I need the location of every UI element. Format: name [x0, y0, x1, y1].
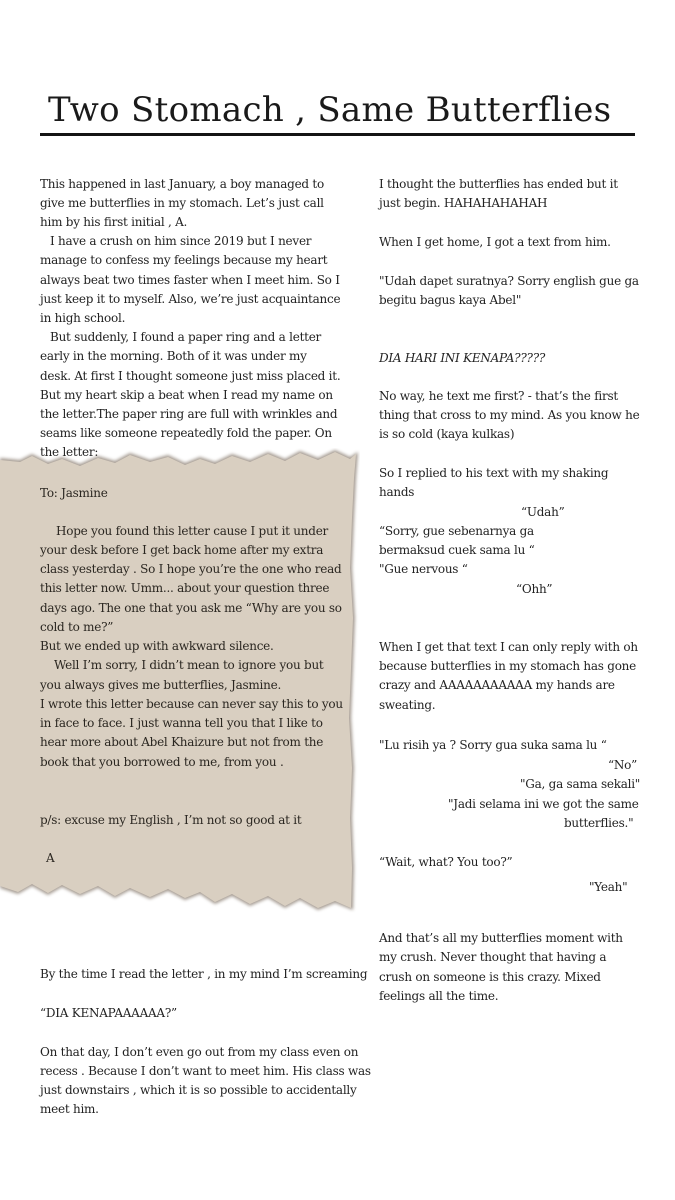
text-line: “No”	[608, 758, 637, 772]
letter-signature: A	[46, 851, 55, 865]
text-line: desk. At first I thought someone just miss placed it.	[40, 369, 341, 383]
text-line: him by his first initial , A.	[40, 215, 188, 229]
text-line: “Wait, what? You too?”	[379, 855, 513, 869]
text-line: my crush. Never thought that having a	[379, 950, 607, 964]
text-line: crush on someone is this crazy. Mixed	[379, 970, 601, 984]
article-title: Two Stomach , Same Butterflies	[48, 90, 612, 130]
text-line: “Udah”	[521, 505, 565, 519]
text-line: So I replied to his text with my shaking	[379, 466, 609, 480]
text-line: hands	[379, 485, 415, 499]
text-line: "Yeah"	[589, 880, 628, 894]
text-line: this letter now. Umm... about your question three	[40, 581, 330, 595]
letter-salutation: To: Jasmine	[40, 486, 108, 500]
text-line: I have a crush on him since 2019 but I never	[50, 234, 312, 248]
text-line: the letter:	[40, 445, 99, 459]
text-line: When I get home, I got a text from him.	[379, 235, 611, 249]
text-line: just downstairs , which it is so possible to accidentally	[40, 1083, 357, 1097]
text-line: just begin. HAHAHAHAHAH	[379, 196, 548, 210]
letter-postscript: p/s: excuse my English , I’m not so good at it	[40, 813, 302, 827]
text-line: "Gue nervous “	[379, 562, 468, 576]
text-line: recess . Because I don’t want to meet him. His class was	[40, 1064, 371, 1078]
text-line: meet him.	[40, 1102, 99, 1116]
text-line: early in the morning. Both of it was under my	[40, 349, 307, 363]
text-line: your desk before I get back home after my extra	[40, 543, 324, 557]
text-line: DIA HARI INI KENAPA?????	[379, 351, 546, 365]
text-line: Hope you found this letter cause I put it under	[56, 524, 329, 538]
text-line: No way, he text me first? - that’s the first	[379, 389, 618, 403]
text-line: you always gives me butterflies, Jasmine.	[40, 678, 282, 692]
text-line: But my heart skip a beat when I read my name on	[40, 388, 333, 402]
text-line: book that you borrowed to me, from you .	[40, 755, 284, 769]
text-line: in high school.	[40, 311, 126, 325]
text-line: crazy and AAAAAAAAAAA my hands are	[379, 678, 615, 692]
text-line: “Ohh”	[516, 582, 553, 596]
text-line: thing that cross to my mind. As you know he	[379, 408, 640, 422]
text-line: But suddenly, I found a paper ring and a letter	[50, 330, 322, 344]
text-line: feelings all the time.	[379, 989, 499, 1003]
text-line: is so cold (kaya kulkas)	[379, 427, 515, 441]
text-line: Well I’m sorry, I didn’t mean to ignore you but	[54, 658, 324, 672]
text-line: give me butterflies in my stomach. Let’s just call	[40, 196, 324, 210]
text-line: always beat two times faster when I meet him. So I	[40, 273, 340, 287]
text-line: “DIA KENAPAAAAAA?”	[40, 1006, 177, 1020]
text-line: bermaksud cuek sama lu “	[379, 543, 535, 557]
text-line: "Jadi selama ini we got the same	[448, 797, 639, 811]
text-line: days ago. The one that you ask me “Why are you so	[40, 601, 342, 615]
text-line: seams like someone repeatedly fold the paper. On	[40, 426, 332, 440]
text-line: By the time I read the letter , in my mind I’m screaming	[40, 967, 368, 981]
text-line: I wrote this letter because can never say this to you	[40, 697, 343, 711]
text-line: because butterflies in my stomach has gone	[379, 659, 636, 673]
text-line: "Ga, ga sama sekali"	[520, 777, 641, 791]
text-line: And that’s all my butterflies moment with	[379, 931, 623, 945]
text-line: just keep it to myself. Also, we’re just acquaintance	[40, 292, 341, 306]
text-line: sweating.	[379, 698, 436, 712]
text-line: begitu bagus kaya Abel"	[379, 293, 522, 307]
text-line: hear more about Abel Khaizure but not from the	[40, 735, 324, 749]
text-line: When I get that text I can only reply with oh	[379, 640, 638, 654]
text-line: "Lu risih ya ? Sorry gua suka sama lu “	[379, 738, 607, 752]
text-line: butterflies."	[564, 816, 634, 830]
text-line: This happened in last January, a boy managed to	[40, 177, 324, 191]
text-line: But we ended up with awkward silence.	[40, 639, 274, 653]
text-line: I thought the butterflies has ended but it	[379, 177, 618, 191]
text-line: the letter.The paper ring are full with wrinkles and	[40, 407, 338, 421]
text-line: "Udah dapet suratnya? Sorry english gue ga	[379, 274, 639, 288]
text-line: “Sorry, gue sebenarnya ga	[379, 524, 534, 538]
text-line: manage to confess my feelings because my heart	[40, 253, 328, 267]
title-rule	[40, 133, 635, 136]
text-line: cold to me?”	[40, 620, 114, 634]
text-line: On that day, I don’t even go out from my class even on	[40, 1045, 359, 1059]
text-line: in face to face. I just wanna tell you that I like to	[40, 716, 323, 730]
text-line: class yesterday . So I hope you’re the one who read	[40, 562, 342, 576]
